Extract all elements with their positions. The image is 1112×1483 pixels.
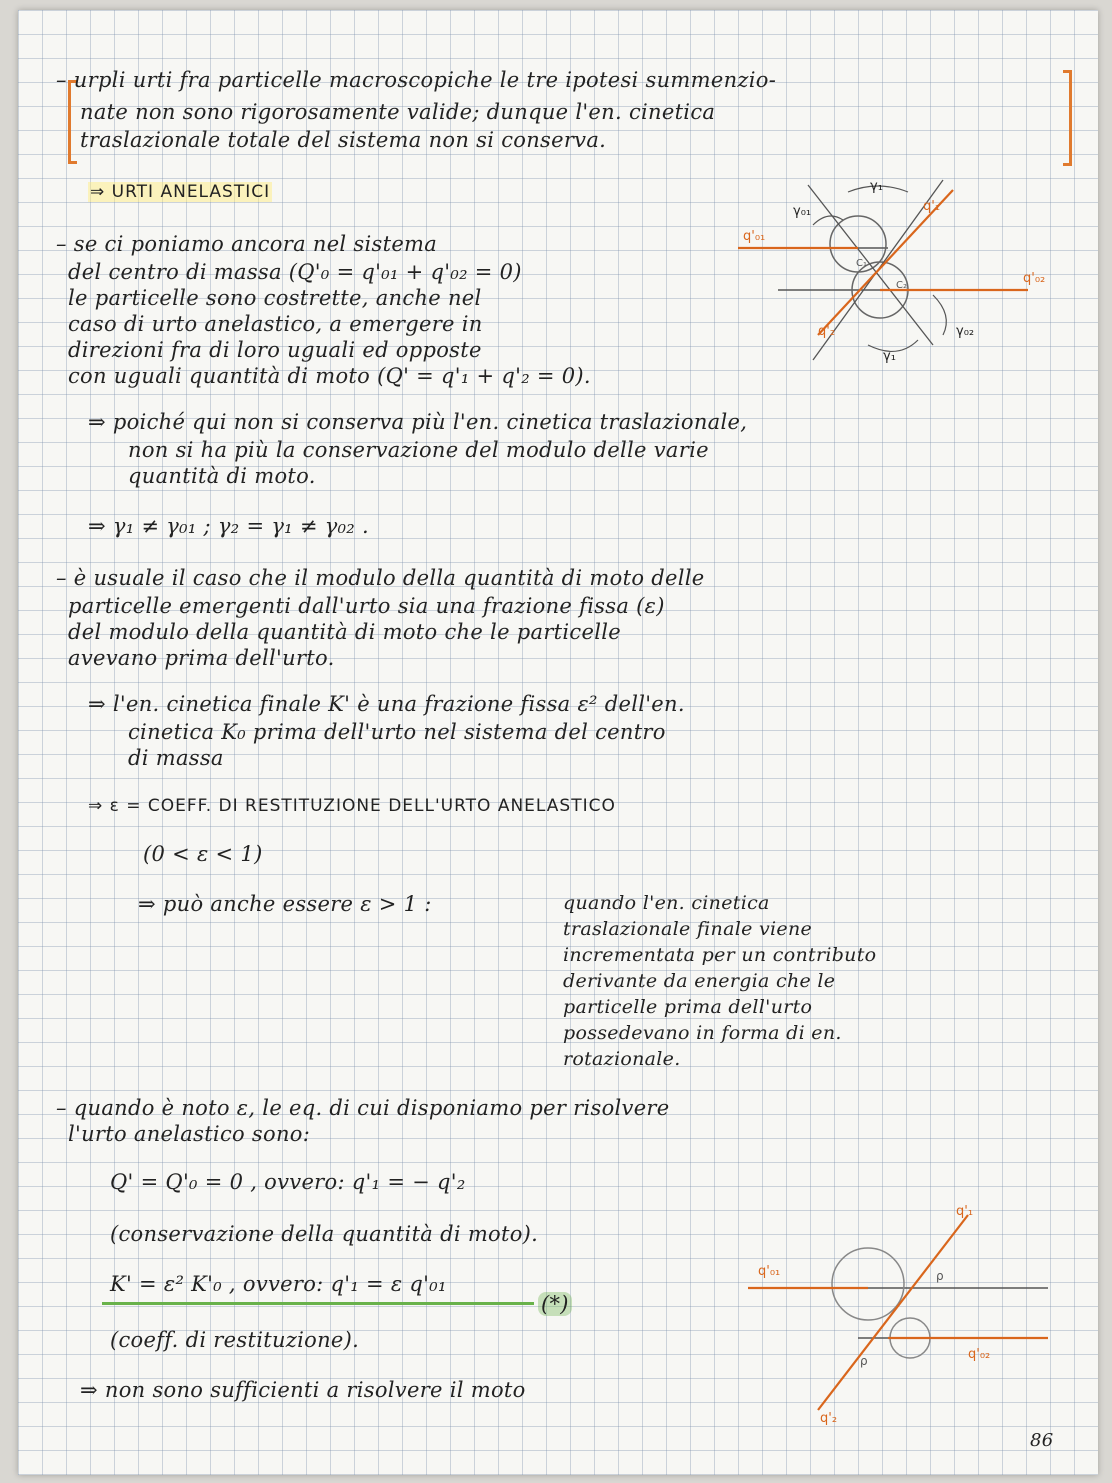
- text-line: del modulo della quantità di moto che le particelle: [68, 620, 621, 644]
- text-line: cinetica K₀ prima dell'urto nel sistema del centro: [128, 720, 666, 744]
- text-line: particelle emergenti dall'urto sia una frazione fissa (ε): [68, 594, 665, 618]
- text-line: rotazionale.: [563, 1048, 681, 1070]
- star-mark: (*): [538, 1292, 572, 1316]
- fig-label: q'₁: [956, 1204, 974, 1219]
- text-line: quando l'en. cinetica: [563, 892, 770, 914]
- text-line: derivante da energia che le: [563, 970, 836, 992]
- equation-energy: K' = ε² K'₀ , ovvero: q'₁ = ε q'₀₁: [110, 1272, 447, 1296]
- text-line: – quando è noto ε, le eq. di cui disponiamo per risolvere: [56, 1096, 670, 1120]
- fig-label: q'₀₁: [758, 1264, 781, 1279]
- text-line: (coeff. di restituzione).: [110, 1328, 360, 1352]
- text-line: traslazionale totale del sistema non si conserva.: [80, 128, 607, 152]
- section-heading: ⇒ URTI ANELASTICI: [90, 182, 271, 202]
- fig-label: q'₀₂: [1023, 271, 1046, 286]
- fig-label: q'₀₁: [743, 229, 766, 244]
- text-line: quantità di moto.: [128, 464, 316, 488]
- text-line: particelle prima dell'urto: [563, 996, 813, 1018]
- text-line: (conservazione della quantità di moto).: [110, 1222, 539, 1246]
- right-bracket: [1063, 70, 1072, 166]
- fig-label: γ₁: [883, 349, 896, 364]
- text-line: nate non sono rigorosamente valide; dunque l'en. cinetica: [80, 100, 716, 124]
- text-line: del centro di massa (Q'₀ = q'₀₁ + q'₀₂ = 0): [68, 260, 522, 284]
- fig-label: C₂: [896, 280, 907, 291]
- fig-label: γ₀₁: [793, 204, 812, 219]
- text-line: ⇒ poiché qui non si conserva più l'en. cinetica traslazionale,: [88, 410, 748, 434]
- equation-momentum: Q' = Q'₀ = 0 , ovvero: q'₁ = − q'₂: [110, 1170, 466, 1194]
- left-bracket: [68, 80, 77, 164]
- text-line: – è usuale il caso che il modulo della quantità di moto delle: [56, 566, 705, 590]
- collision-diagram-bottom: [738, 1190, 1058, 1430]
- text-line: caso di urto anelastico, a emergere in: [68, 312, 483, 336]
- text-line: non si ha più la conservazione del modulo delle varie: [128, 438, 709, 462]
- fig-label: q'₀₂: [968, 1347, 991, 1362]
- text-line: traslazionale finale viene: [563, 918, 813, 940]
- fig-label: C₁: [856, 258, 867, 269]
- text-line: ⇒ γ₁ ≠ γ₀₁ ; γ₂ = γ₁ ≠ γ₀₂ .: [88, 514, 369, 538]
- text-line: le particelle sono costrette, anche nel: [68, 286, 482, 310]
- fig-label: ρ: [860, 1354, 868, 1368]
- fig-label: γ₀₂: [956, 324, 975, 339]
- text-line: con uguali quantità di moto (Q' = q'₁ + q'₂ = 0).: [68, 364, 591, 388]
- text-line: l'urto anelastico sono:: [68, 1122, 311, 1146]
- collision-diagram-top: [718, 170, 1058, 370]
- text-line: – se ci poniamo ancora nel sistema: [56, 232, 438, 256]
- fig-label: q'₁: [923, 199, 941, 214]
- text-line: possedevano in forma di en.: [563, 1022, 842, 1044]
- text-line: di massa: [128, 746, 224, 770]
- fig-label: ρ: [936, 1269, 944, 1283]
- text-line: direzioni fra di loro uguali ed opposte: [68, 338, 482, 362]
- notebook-page: [18, 10, 1098, 1475]
- page-number: 86: [1030, 1430, 1054, 1451]
- fig-label: γ₁: [870, 179, 883, 194]
- green-underline: [102, 1302, 534, 1305]
- text-line: (0 < ε < 1): [143, 842, 263, 866]
- text-line: incrementata per un contributo: [563, 944, 877, 966]
- text-line: ⇒ può anche essere ε > 1 :: [138, 892, 432, 916]
- fig-label: q'₂: [820, 1411, 838, 1426]
- text-line: – urpli urti fra particelle macroscopiche le tre ipotesi summenzio-: [56, 68, 777, 92]
- fig-label: q'₂: [818, 324, 836, 339]
- text-line: ⇒ non sono sufficienti a risolvere il moto: [80, 1378, 526, 1402]
- definition-line: ⇒ ε = COEFF. DI RESTITUZIONE DELL'URTO ANELASTICO: [88, 796, 616, 816]
- text-line: avevano prima dell'urto.: [68, 646, 335, 670]
- text-line: ⇒ l'en. cinetica finale K' è una frazione fissa ε² dell'en.: [88, 692, 685, 716]
